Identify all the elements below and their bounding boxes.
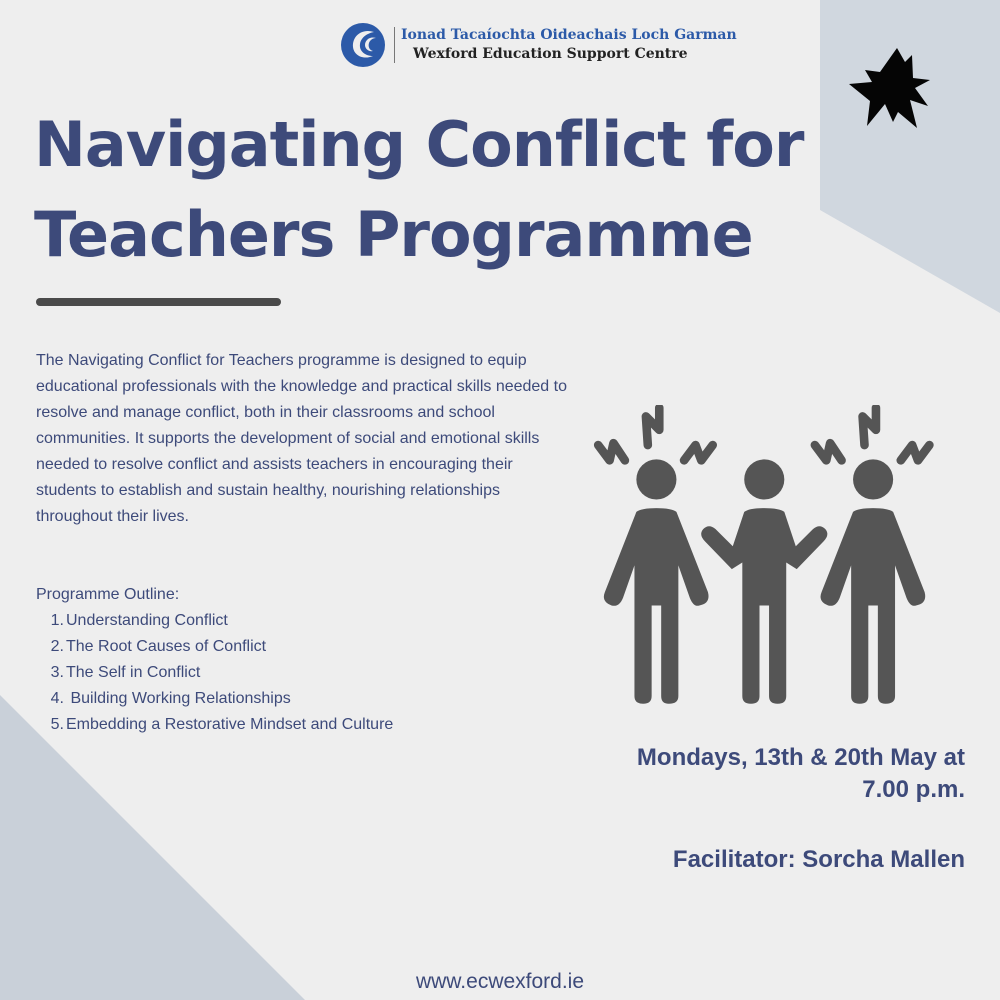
person-middle-icon [701,459,827,703]
title-line-2: Teachers Programme [34,198,753,271]
outline-item: 5. Embedding a Restorative Mindset and Culture [50,716,394,733]
person-left-icon [598,408,713,704]
org-logo [340,22,737,68]
outline-item: 3. The Self in Conflict [50,664,201,681]
outline-item: 2. The Root Causes of Conflict [50,638,267,655]
title-underline-divider [36,298,281,306]
top-right-panel [820,0,1000,313]
person-right-icon [815,408,930,704]
title-line-1: Navigating Conflict for [34,108,804,181]
event-date-time [545,742,965,806]
outline-item: 1. Understanding Conflict [50,612,228,629]
facilitator-name: Facilitator: Sorcha Mallen [672,846,965,873]
org-name-irish: Ionad Tacaíochta Oideachais Loch Garman [401,27,737,43]
website-link[interactable]: www.ecwexford.ie [415,970,585,993]
three-people-conflict-icon [585,405,955,720]
event-date: Mondays, 13th & 20th May at [636,744,965,771]
programme-description: The Navigating Conflict for Teachers programme is designed to equip educational professionals with the knowledge and practical skills needed to resolve and manage conflict, both in their classrooms and school communities. It supports the development of social and emotional skills needed to resolve conflict and assists teachers in encouraging their students to establish and sustain healthy, nourishing relationships throughout their lives. [36,352,567,525]
outline-heading: Programme Outline: [36,586,180,603]
outline-item: 4. Building Working Relationships [50,690,291,707]
logo-divider [394,27,395,63]
event-time: 7.00 p.m. [862,776,965,803]
programme-outline-list [36,608,393,738]
wave-icon [340,22,386,68]
bottom-left-triangle [0,695,305,1000]
org-name-english: Wexford Education Support Centre [413,46,688,62]
page-title [34,100,803,280]
